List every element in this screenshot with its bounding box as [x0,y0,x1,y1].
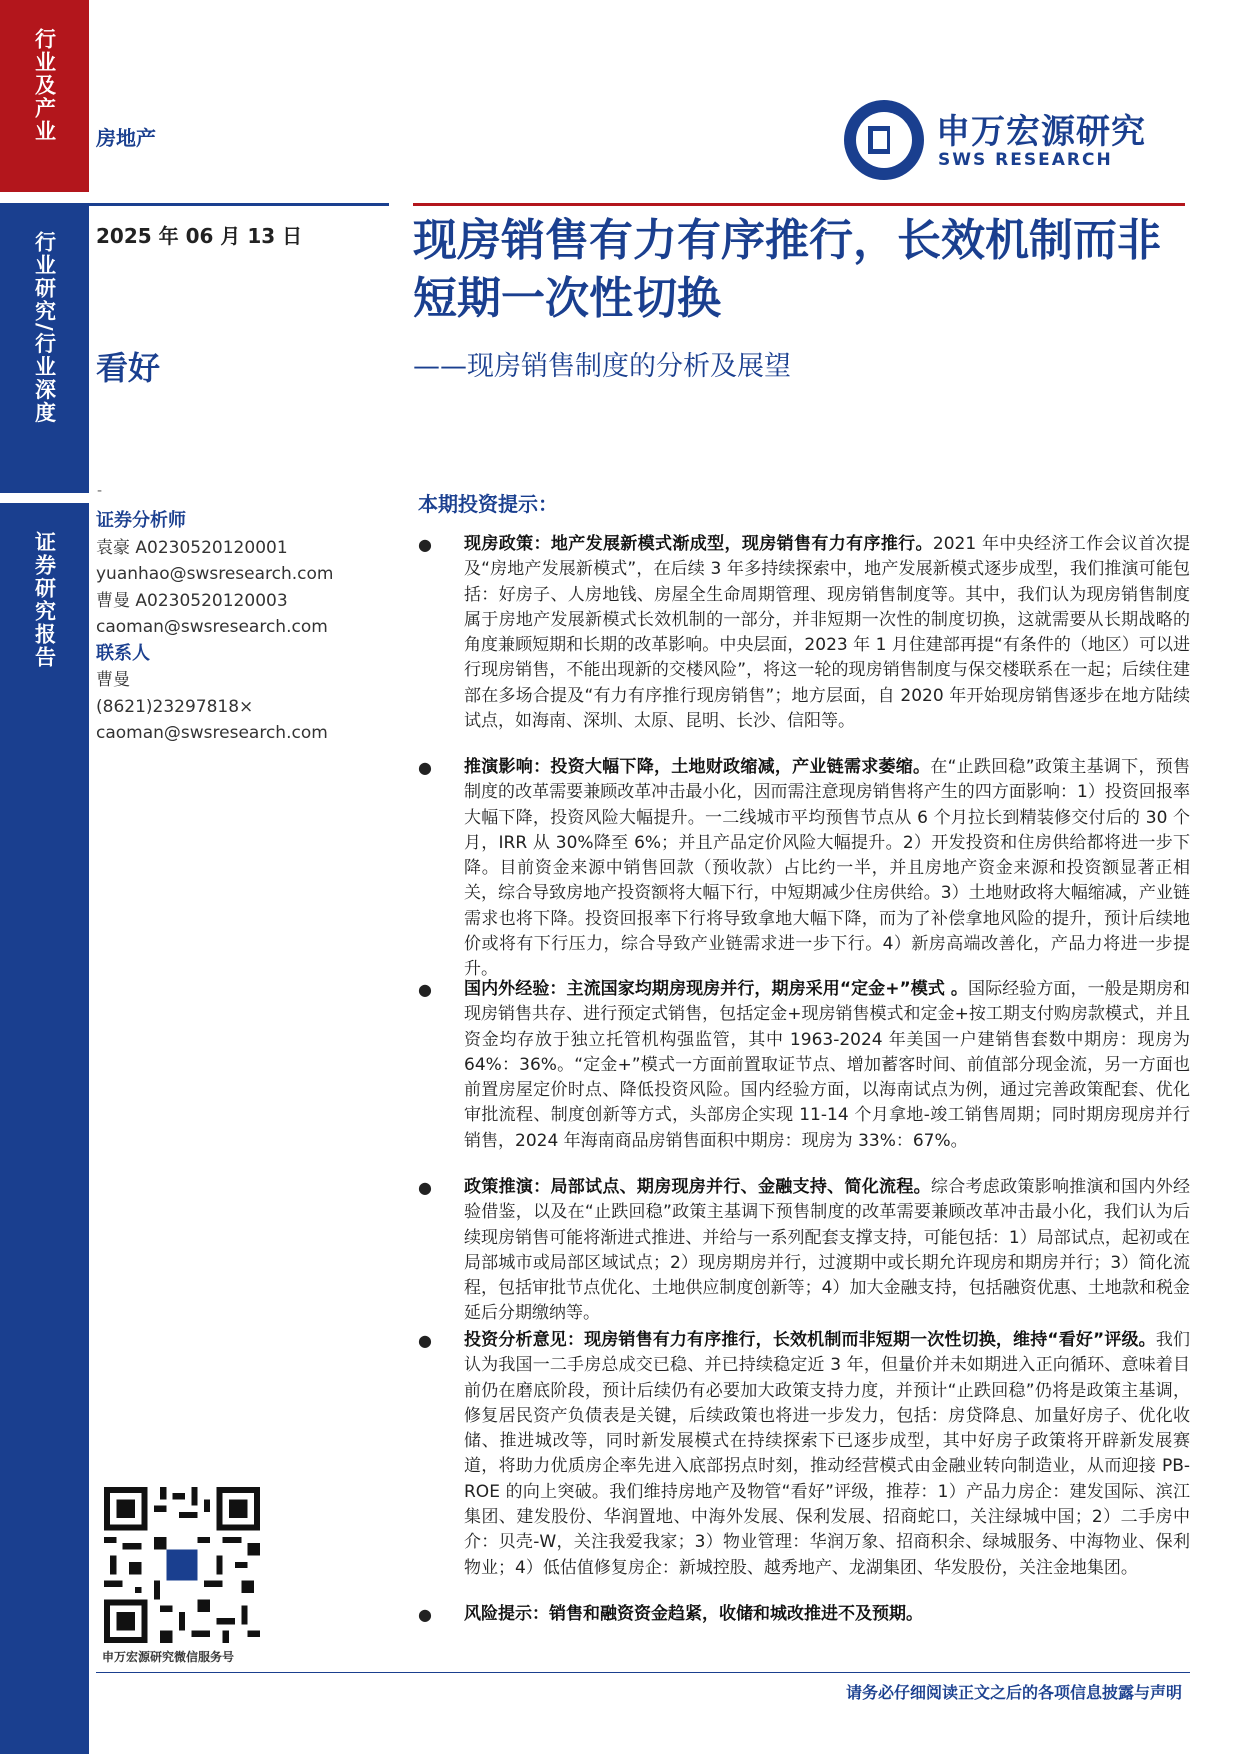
company-logo [840,98,1180,182]
bullet-text [464,1175,1190,1327]
bullet-dot-icon: ● [418,1605,432,1624]
report-title: 现房销售有力有序推行，长效机制而非短期一次性切换 [413,215,1161,324]
side-band-report [0,503,89,1754]
bullet-text [464,977,1190,1154]
bullet-body: 综合考虑政策影响推演和国内外经验借鉴，以及在“止跌回稳”政策主基调下预售制度的改革需要兼顾改革冲击最小化，我们认为后续现房销售可能将渐进式推进、并给与一系列配套支撑支持，可能包括：1）局部试点，起初或在局部城市或局部区域试点；2）现房期房并行，过渡期中或长期允许现房和期房并行；3）简化流程，包括审批节点优化、土地供应制度创新等；4）加大金融支持，包括融资优惠、土地款和税金延后分期缴纳等。 [464,1177,1191,1324]
contact-email[interactable]: caoman@swsresearch.com [96,723,328,743]
bullet-lead: 投资分析意见：现房销售有力有序推行，长效机制而非短期一次性切换，维持“看好”评级。 [464,1330,1156,1350]
side-band-research-type [0,203,89,493]
bullet-lead: 风险提示：销售和融资资金趋紧，收储和城改推进不及预期。 [464,1604,923,1624]
logo-text-cn: 申万宏源研究 [936,112,1146,152]
analyst-2-email[interactable]: caoman@swsresearch.com [96,617,328,637]
bullet-body: 2021 年中央经济工作会议首次提及“房地产发展新模式”，在后续 3 年多持续探索中，地产发展新模式逐步成型，我们推演可能包括：好房子、人房地钱、房屋全生命周期管理、现房销售制度等。其中，我们认为现房销售制度属于房地产发展新模式长效机制的一部分，并非短期一次性的制度切换，这就需要从长期战略的角度兼顾短期和长期的改革影响。中央层面，2023 年 1 月住建部再提“有条件的（地区）可以进行现房销售，不能出现新的交楼风险”，将这一轮的现房销售制度与保交楼联系在一起；后续住建部在多场合提及“有力有序推行现房销售”；地方层面，自 2020 年开始现房销售逐步在地方陆续试点，如海南、深圳、太原、昆明、长沙、信阳等。 [464,534,1190,732]
bullet-text [464,755,1190,983]
wechat-qr-code[interactable] [104,1487,260,1643]
bullet-dot-icon: ● [418,1331,432,1350]
rating-label: 看好 [96,349,161,387]
side-band-industry-label: 行业及产业 [32,28,57,143]
bullet-body: 在“止跌回稳”政策主基调下，预售制度的改革需要兼顾改革冲击最小化，因而需注意现房销售将产生的四方面影响：1）投资回报率大幅下降，投资风险大幅提升。一二线城市平均预售节点从 6 个月拉长到精装修交付后的 30 个月，IRR 从 30%降至 6%；并且产品定价风险大幅提升。2）开发投资和住房供给都将进一步下降。目前资金来源中销售回款（预收款）占比约一半，并且房地产资金来源和投资额显著正相关，综合导致房地产投资额将大幅下行，中短期减少住房供给。3）土地财政将大幅缩减，产业链需求也将下降。投资回报率下行将导致拿地大幅下降，而为了补偿拿地风险的提升，预计后续地价或将有下行压力，综合导致产业链需求进一步下行。4）新房高端改善化，产品力将进一步提升。 [464,757,1190,980]
dash-mark: - [97,483,103,499]
bullet-dot-icon: ● [418,535,432,554]
section-heading: 本期投资提示： [418,492,558,516]
header-rule-right [413,203,1185,206]
contact-name: 曹曼 [96,670,130,690]
bullet-text [464,1328,1190,1581]
analyst-2: 曹曼 A0230520120003 [96,590,288,611]
bullet-lead: 政策推演：局部试点、期房现房并行、金融支持、简化流程。 [464,1177,931,1197]
logo-mark-icon [840,98,930,182]
header-rule-left [89,203,389,206]
bullet-text [464,1602,1190,1627]
bullet-body: 国际经验方面，一般是期房和现房销售共存、进行预定式销售，包括定金+现房销售模式和定金+按工期支付购房款模式，并且资金均存放于独立托管机构强监管，其中 1963-2024 年美国一户建销售套数中期房：现房为 64%：36%。“定金+”模式一方面前置取证节点、增加蓄客时间、前值部分现金流，另一方面也前置房屋定价时点、降低投资风险。国内经验方面，以海南试点为例，通过完善政策配套、优化审批流程、制度创新等方式，头部房企实现 11-14 个月拿地-竣工销售周期；同时期房现房并行销售，2024 年海南商品房销售面积中期房：现房为 33%：67%。 [464,979,1190,1151]
analyst-1-email[interactable]: yuanhao@swsresearch.com [96,564,334,584]
qr-caption: 申万宏源研究微信服务号 [102,1650,235,1664]
bullet-dot-icon: ● [418,980,432,999]
bullet-lead: 现房政策：地产发展新模式渐成型，现房销售有力有序推行。 [464,534,933,554]
analyst-heading: 证券分析师 [96,510,186,531]
side-band-research-type-label: 行业研究/行业深度 [32,231,57,425]
bullet-dot-icon: ● [418,758,432,777]
report-subtitle: ——现房销售制度的分析及展望 [413,351,791,382]
analyst-1: 袁豪 A0230520120001 [96,537,288,558]
logo-text-en: SWS RESEARCH [938,150,1113,170]
footer-disclaimer: 请务必仔细阅读正文之后的各项信息披露与声明 [845,1683,1182,1702]
bullet-lead: 推演影响：投资大幅下降，土地财政缩减，产业链需求萎缩。 [464,757,931,777]
sector-label: 房地产 [96,126,156,150]
footer-rule [96,1672,1190,1673]
report-date: 2025 年 06 月 13 日 [96,224,303,248]
bullet-body: 我们认为我国一二手房总成交已稳、并已持续稳定近 3 年，但量价并未如期进入正向循环、意味着目前仍在磨底阶段，预计后续仍有必要加大政策支持力度，并预计“止跌回稳”仍将是政策主基调，修复居民资产负债表是关键，后续政策也将进一步发力，包括：房贷降息、加量好房子、优化收储、推进城改等，同时新发展模式在持续探索下已逐步成型，其中好房子政策将开辟新发展赛道，将助力优质房企率先进入底部拐点时刻，推动经营模式由金融业转向制造业，从而迎接 PB-ROE 的向上突破。我们维持房地产及物管“看好”评级，推荐：1）产品力房企：建发国际、滨江集团、建发股份、华润置地、中海外发展、保利发展、招商蛇口，关注绿城中国；2）二手房中介：贝壳-W，关注我爱我家；3）物业管理：华润万象、招商积余、绿城服务、中海物业、保利物业；4）低估值修复房企：新城控股、越秀地产、龙湖集团、华发股份，关注金地集团。 [464,1330,1190,1578]
side-band-report-label: 证券研究报告 [32,531,57,669]
bullet-lead: 国内外经验：主流国家均期房现房并行，期房采用“定金+”模式 。 [464,979,968,999]
bullet-dot-icon: ● [418,1178,432,1197]
analyst-info [96,508,356,747]
contact-phone: (8621)23297818× [96,696,254,717]
side-band-industry [0,0,89,192]
bullet-text [464,532,1190,734]
contact-heading: 联系人 [96,642,150,664]
